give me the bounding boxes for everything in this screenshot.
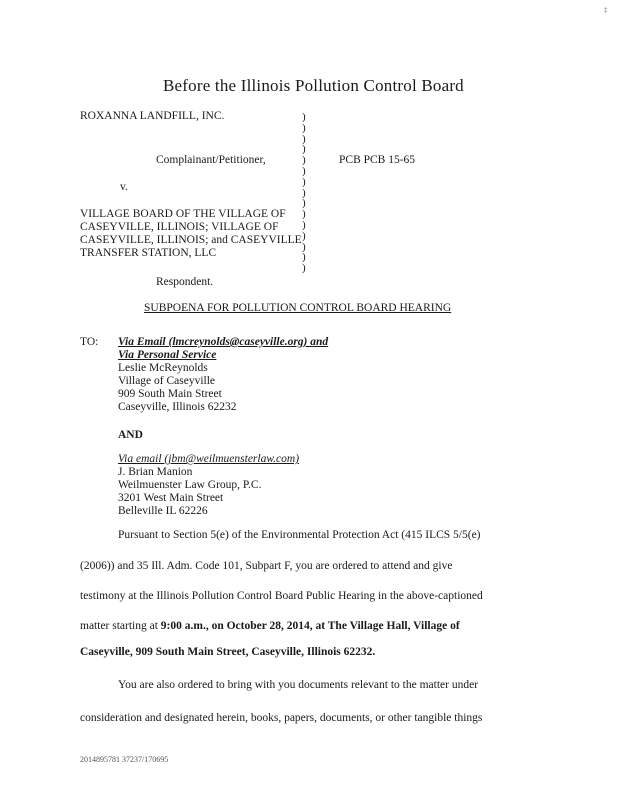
para2-line1: You are also ordered to bring with you documents relevant to the matter under — [118, 679, 479, 691]
recipient2-address1: 3201 West Main Street — [118, 492, 224, 504]
to-label: TO: — [80, 336, 99, 348]
plaintiff-role: Complainant/Petitioner, — [156, 154, 266, 166]
recipient1-address1: 909 South Main Street — [118, 388, 222, 400]
defendant-line-4: TRANSFER STATION, LLC — [80, 247, 217, 259]
versus-label: v. — [120, 181, 128, 193]
document-title: Before the Illinois Pollution Control Board — [163, 76, 464, 95]
defendant-line-1: VILLAGE BOARD OF THE VILLAGE OF — [80, 208, 286, 220]
defendant-role: Respondent. — [156, 276, 214, 288]
defendant-line-2: CASEYVILLE, ILLINOIS; VILLAGE OF — [80, 221, 279, 233]
para1-line1: Pursuant to Section 5(e) of the Environmental Protection Act (415 ILCS 5/5(e) — [118, 529, 481, 541]
and-label: AND — [118, 429, 143, 441]
recipient1-via-email: Via Email (lmcreynolds@caseyville.org) and — [118, 336, 329, 348]
recipient1-name: Leslie McReynolds — [118, 362, 208, 374]
para1-line4-bold: 9:00 a.m., on October 28, 2014, at The Village Hall, Village of — [160, 620, 460, 632]
case-number: PCB PCB 15-65 — [339, 154, 416, 166]
para1-line3: testimony at the Illinois Pollution Control Board Public Hearing in the above-captioned — [80, 590, 483, 602]
recipient1-org: Village of Caseyville — [118, 375, 216, 387]
para1-line4-plain: matter starting at — [80, 620, 161, 632]
para2-line2: consideration and designated herein, books, papers, documents, or other tangible things — [80, 712, 483, 724]
recipient2-via-email: Via email (jbm@weilmuensterlaw.com) — [118, 453, 300, 465]
plaintiff-name: ROXANNA LANDFILL, INC. — [80, 110, 225, 122]
caption-bracket: ) ) ) ) ) ) ) ) ) ) ) ) ) ) ) — [302, 111, 306, 275]
recipient2-address2: Belleville IL 62226 — [118, 505, 208, 517]
recipient1-address2: Caseyville, Illinois 62232 — [118, 401, 237, 413]
recipient1-via-service: Via Personal Service — [118, 349, 217, 361]
defendant-line-3: CASEYVILLE, ILLINOIS; and CASEYVILLE — [80, 234, 302, 246]
subpoena-heading: SUBPOENA FOR POLLUTION CONTROL BOARD HEARING — [144, 302, 452, 314]
document-footer-id: 2014895781 37237/170695 — [80, 755, 169, 764]
para1-line5: Caseyville, 909 South Main Street, Caseyville, Illinois 62232. — [80, 646, 376, 658]
recipient2-name: J. Brian Manion — [118, 466, 193, 478]
recipient2-org: Weilmuenster Law Group, P.C. — [118, 479, 262, 491]
para1-line2: (2006)) and 35 Ill. Adm. Code 101, Subpart F, you are ordered to attend and give — [80, 560, 453, 572]
para1-line4 — [80, 620, 460, 632]
corner-mark: ‡ — [604, 6, 608, 14]
